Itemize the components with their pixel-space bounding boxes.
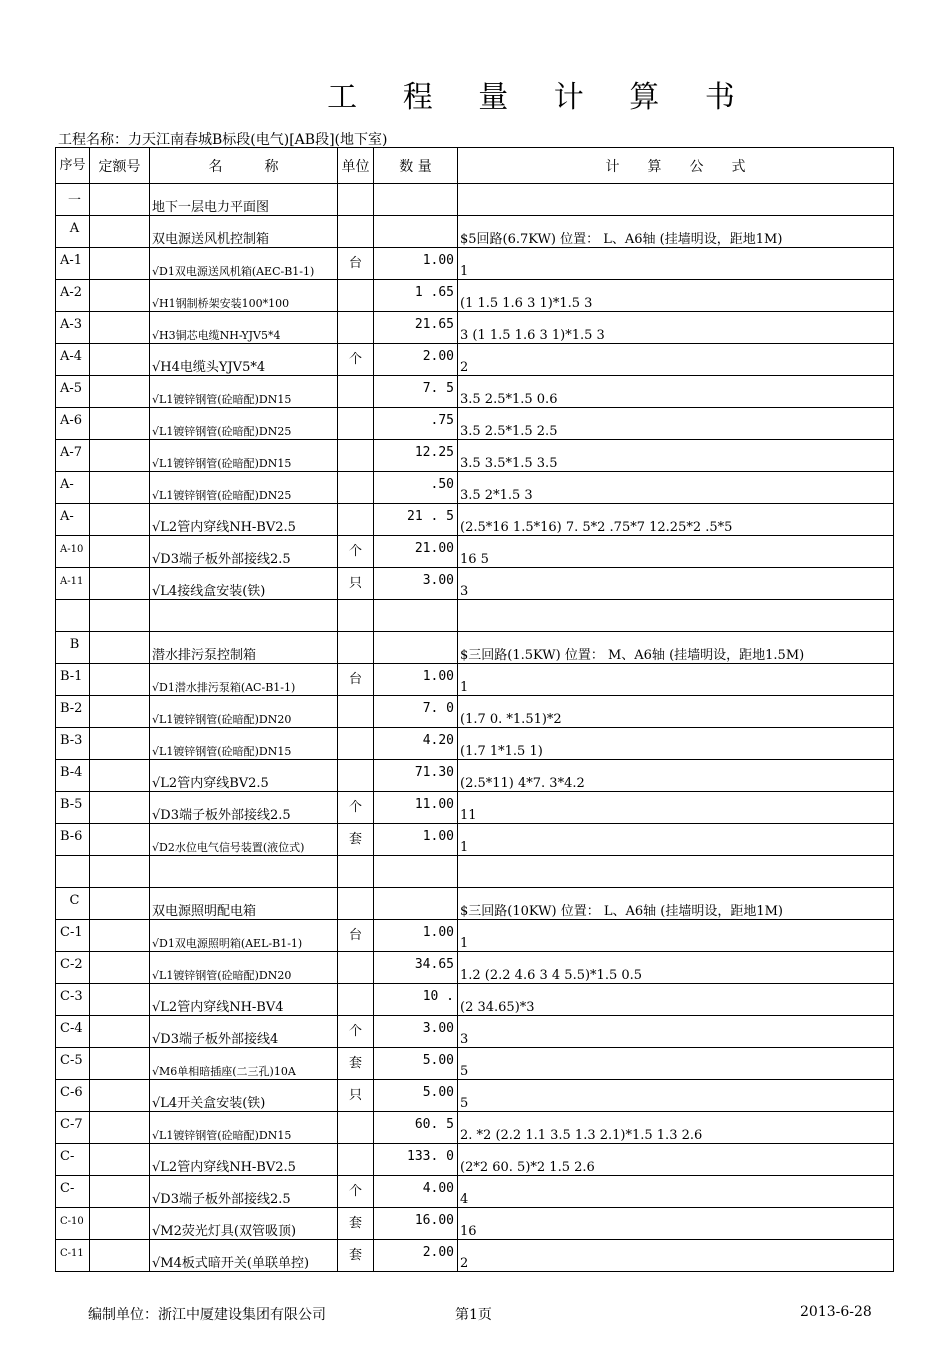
row-formula: 4 [458,1176,894,1208]
row-seq: 一 [56,184,90,216]
table-row [56,1048,894,1080]
row-formula: 1 [458,920,894,952]
row-unit [338,184,374,216]
row-qty: 11.00 [374,792,458,824]
row-qty [374,856,458,888]
table-row [56,472,894,504]
row-formula: 2 [458,344,894,376]
header-seq: 序号 [56,148,90,184]
row-quota [90,568,150,600]
row-formula: (1.7 1*1.5 1) [458,728,894,760]
row-seq: A-6 [56,408,90,440]
row-formula: (1 1.5 1.6 3 1)*1.5 3 [458,280,894,312]
row-quota [90,760,150,792]
row-unit [338,472,374,504]
row-seq: A- [56,504,90,536]
row-quota [90,504,150,536]
table-row [56,1176,894,1208]
table-row [56,888,894,920]
row-qty: 21.65 [374,312,458,344]
row-quota [90,344,150,376]
row-qty: 133. 0 [374,1144,458,1176]
row-name [150,600,338,632]
header-qty: 数 量 [374,148,458,184]
row-quota [90,1144,150,1176]
row-qty: .50 [374,472,458,504]
row-quota [90,920,150,952]
table-row [56,856,894,888]
table-row [56,1240,894,1272]
row-quota [90,1176,150,1208]
row-qty [374,888,458,920]
row-unit: 个 [338,344,374,376]
row-unit: 只 [338,568,374,600]
row-quota [90,536,150,568]
row-unit: 套 [338,1208,374,1240]
header-quota: 定额号 [90,148,150,184]
row-qty: 12.25 [374,440,458,472]
row-seq: C-1 [56,920,90,952]
row-formula: 16 5 [458,536,894,568]
row-seq: A-1 [56,248,90,280]
row-name: √L2管内穿线NH-BV4 [150,984,338,1016]
table-row [56,312,894,344]
row-unit [338,728,374,760]
row-formula: (1.7 0. *1.51)*2 [458,696,894,728]
row-unit: 套 [338,824,374,856]
row-name: √D3端子板外部接线4 [150,1016,338,1048]
row-quota [90,312,150,344]
row-unit [338,760,374,792]
row-formula: 1.2 (2.2 4.6 3 4 5.5)*1.5 0.5 [458,952,894,984]
row-name: √M4板式暗开关(单联单控) [150,1240,338,1272]
row-unit [338,696,374,728]
table-row [56,824,894,856]
row-quota [90,888,150,920]
table-row [56,248,894,280]
row-formula: (2.5*11) 4*7. 3*4.2 [458,760,894,792]
row-qty: 1.00 [374,920,458,952]
row-name: √L1镀锌钢管(砼暗配)DN20 [150,952,338,984]
row-unit [338,600,374,632]
row-qty: 60. 5 [374,1112,458,1144]
row-quota [90,376,150,408]
row-name: √D1双电源送风机箱(AEC-B1-1) [150,248,338,280]
row-quota [90,728,150,760]
row-name: √M2荧光灯具(双管吸顶) [150,1208,338,1240]
row-unit: 台 [338,248,374,280]
row-unit: 套 [338,1240,374,1272]
row-unit: 个 [338,792,374,824]
row-quota [90,248,150,280]
table-row [56,728,894,760]
row-seq: C-6 [56,1080,90,1112]
row-seq: A-3 [56,312,90,344]
table-row [56,1016,894,1048]
row-formula: 5 [458,1080,894,1112]
row-seq [56,856,90,888]
row-quota [90,696,150,728]
table-row [56,344,894,376]
table-row [56,504,894,536]
row-name: √L2管内穿线NH-BV2.5 [150,504,338,536]
row-formula: 3.5 3.5*1.5 3.5 [458,440,894,472]
row-name: √L1镀锌钢管(砼暗配)DN15 [150,440,338,472]
row-quota [90,1016,150,1048]
row-unit [338,888,374,920]
row-name: √L2管内穿线NH-BV2.5 [150,1144,338,1176]
row-formula: 2. *2 (2.2 1.1 3.5 1.3 2.1)*1.5 1.3 2.6 [458,1112,894,1144]
row-quota [90,824,150,856]
row-seq: A-5 [56,376,90,408]
row-unit [338,408,374,440]
row-seq: A-4 [56,344,90,376]
row-name: √D3端子板外部接线2.5 [150,792,338,824]
row-qty: 3.00 [374,568,458,600]
row-quota [90,1112,150,1144]
row-name: √L2管内穿线BV2.5 [150,760,338,792]
row-unit [338,312,374,344]
row-name: √M6单相暗插座(二三孔)10A [150,1048,338,1080]
row-quota [90,1208,150,1240]
row-unit [338,1112,374,1144]
row-unit [338,280,374,312]
row-qty: 16.00 [374,1208,458,1240]
row-seq: C-7 [56,1112,90,1144]
row-quota [90,984,150,1016]
table-row [56,920,894,952]
row-formula [458,600,894,632]
row-name: 地下一层电力平面图 [150,184,338,216]
row-seq: C-2 [56,952,90,984]
row-name: √D1双电源照明箱(AEL-B1-1) [150,920,338,952]
row-unit [338,1144,374,1176]
row-name: √L1镀锌钢管(砼暗配)DN20 [150,696,338,728]
row-seq: C-11 [56,1240,90,1272]
row-formula: 2 [458,1240,894,1272]
row-unit [338,856,374,888]
row-quota [90,600,150,632]
row-name: √L4接线盒安装(铁) [150,568,338,600]
row-seq: C-3 [56,984,90,1016]
row-qty: 71.30 [374,760,458,792]
row-seq: B-4 [56,760,90,792]
row-formula: 3.5 2.5*1.5 0.6 [458,376,894,408]
footer-date: 2013-6-28 [800,1304,872,1320]
row-qty: 2.00 [374,1240,458,1272]
table-row [56,1208,894,1240]
row-name: √D2水位电气信号装置(液位式) [150,824,338,856]
row-qty: 1.00 [374,824,458,856]
row-qty: 5.00 [374,1080,458,1112]
row-seq: B-2 [56,696,90,728]
row-quota [90,184,150,216]
row-formula: 5 [458,1048,894,1080]
header-unit: 单位 [338,148,374,184]
row-name: √L1镀锌钢管(砼暗配)DN25 [150,408,338,440]
footer-page: 第1页 [455,1307,492,1323]
row-formula: 3 [458,568,894,600]
row-unit [338,504,374,536]
row-name: √H1钢制桥架安装100*100 [150,280,338,312]
row-formula: 3 [458,1016,894,1048]
row-quota [90,216,150,248]
row-quota [90,1080,150,1112]
row-formula: $5回路(6.7KW) 位置： L、A6轴 (挂墙明设，距地1M) [458,216,894,248]
row-name: 潜水排污泵控制箱 [150,632,338,664]
row-seq: C-4 [56,1016,90,1048]
row-formula: 3.5 2.5*1.5 2.5 [458,408,894,440]
row-unit: 个 [338,1176,374,1208]
row-quota [90,632,150,664]
table-row [56,600,894,632]
row-quota [90,952,150,984]
row-seq: A-11 [56,568,90,600]
table-row [56,376,894,408]
row-quota [90,1240,150,1272]
row-qty: .75 [374,408,458,440]
row-qty: 5.00 [374,1048,458,1080]
table-row [56,696,894,728]
table-row [56,568,894,600]
row-quota [90,472,150,504]
row-formula: 3.5 2*1.5 3 [458,472,894,504]
row-name: √L1镀锌钢管(砼暗配)DN15 [150,1112,338,1144]
header-row [56,148,894,184]
row-qty: 2.00 [374,344,458,376]
table-row [56,440,894,472]
row-formula: 1 [458,248,894,280]
row-formula: (2*2 60. 5)*2 1.5 2.6 [458,1144,894,1176]
header-name: 名 称 [150,148,338,184]
row-seq: A-2 [56,280,90,312]
row-name [150,856,338,888]
row-qty: 3.00 [374,1016,458,1048]
row-qty: 10 . [374,984,458,1016]
row-qty [374,216,458,248]
row-formula: 1 [458,824,894,856]
row-unit: 个 [338,536,374,568]
header-formula: 计 算 公 式 [458,148,894,184]
row-formula [458,856,894,888]
project-name: 工程名称：力天江南春城B标段(电气)[AB段](地下室) [58,132,388,148]
row-quota [90,280,150,312]
row-seq: B [56,632,90,664]
row-formula: $三回路(1.5KW) 位置： M、A6轴 (挂墙明设，距地1.5M) [458,632,894,664]
row-qty: 7. 5 [374,376,458,408]
row-formula [458,184,894,216]
row-unit [338,440,374,472]
row-quota [90,408,150,440]
row-name: 双电源照明配电箱 [150,888,338,920]
row-seq: A [56,216,90,248]
row-qty: 7. 0 [374,696,458,728]
row-seq: C- [56,1144,90,1176]
table-row [56,1080,894,1112]
row-seq: A-7 [56,440,90,472]
row-qty [374,632,458,664]
calculation-table [55,147,894,1272]
row-unit: 套 [338,1048,374,1080]
row-quota [90,664,150,696]
row-formula: 3 (1 1.5 1.6 3 1)*1.5 3 [458,312,894,344]
row-unit [338,984,374,1016]
row-seq: B-6 [56,824,90,856]
row-unit: 台 [338,664,374,696]
row-formula: 11 [458,792,894,824]
row-unit [338,216,374,248]
row-seq: A-10 [56,536,90,568]
table-row [56,216,894,248]
row-formula: $三回路(10KW) 位置： L、A6轴 (挂墙明设，距地1M) [458,888,894,920]
table-row [56,664,894,696]
row-qty [374,600,458,632]
row-seq: A- [56,472,90,504]
row-formula: (2 34.65)*3 [458,984,894,1016]
row-name: 双电源送风机控制箱 [150,216,338,248]
row-qty: 21 . 5 [374,504,458,536]
row-seq: B-1 [56,664,90,696]
row-qty: 1.00 [374,248,458,280]
row-name: √D3端子板外部接线2.5 [150,1176,338,1208]
table-row [56,792,894,824]
row-qty [374,184,458,216]
row-qty: 21.00 [374,536,458,568]
row-seq: C-10 [56,1208,90,1240]
row-unit: 台 [338,920,374,952]
row-qty: 4.20 [374,728,458,760]
footer-org: 编制单位：浙江中厦建设集团有限公司 [88,1307,326,1323]
table-row [56,1144,894,1176]
row-unit [338,952,374,984]
row-qty: 34.65 [374,952,458,984]
row-quota [90,440,150,472]
row-name: √L1镀锌钢管(砼暗配)DN25 [150,472,338,504]
row-name: √L1镀锌钢管(砼暗配)DN15 [150,728,338,760]
row-name: √H3铜芯电缆NH-YJV5*4 [150,312,338,344]
table-row [56,984,894,1016]
table-row [56,280,894,312]
row-name: √L4开关盒安装(铁) [150,1080,338,1112]
table-row [56,760,894,792]
row-quota [90,792,150,824]
row-quota [90,1048,150,1080]
row-formula: 16 [458,1208,894,1240]
row-name: √L1镀锌钢管(砼暗配)DN15 [150,376,338,408]
row-seq: C [56,888,90,920]
table-row [56,952,894,984]
row-unit: 只 [338,1080,374,1112]
row-name: √D1潜水排污泵箱(AC-B1-1) [150,664,338,696]
row-unit: 个 [338,1016,374,1048]
row-qty: 4.00 [374,1176,458,1208]
table-row [56,536,894,568]
row-seq: C- [56,1176,90,1208]
row-quota [90,856,150,888]
table-row [56,1112,894,1144]
row-qty: 1.00 [374,664,458,696]
row-name: √H4电缆头YJV5*4 [150,344,338,376]
row-seq: B-5 [56,792,90,824]
row-seq: B-3 [56,728,90,760]
table-row [56,184,894,216]
row-name: √D3端子板外部接线2.5 [150,536,338,568]
row-seq [56,600,90,632]
table-row [56,632,894,664]
row-unit [338,632,374,664]
row-formula: 1 [458,664,894,696]
row-unit [338,376,374,408]
row-seq: C-5 [56,1048,90,1080]
row-formula: (2.5*16 1.5*16) 7. 5*2 .75*7 12.25*2 .5*5 [458,504,894,536]
table-row [56,408,894,440]
page-title: 工 程 量 计 算 书 [327,80,753,115]
row-qty: 1 .65 [374,280,458,312]
